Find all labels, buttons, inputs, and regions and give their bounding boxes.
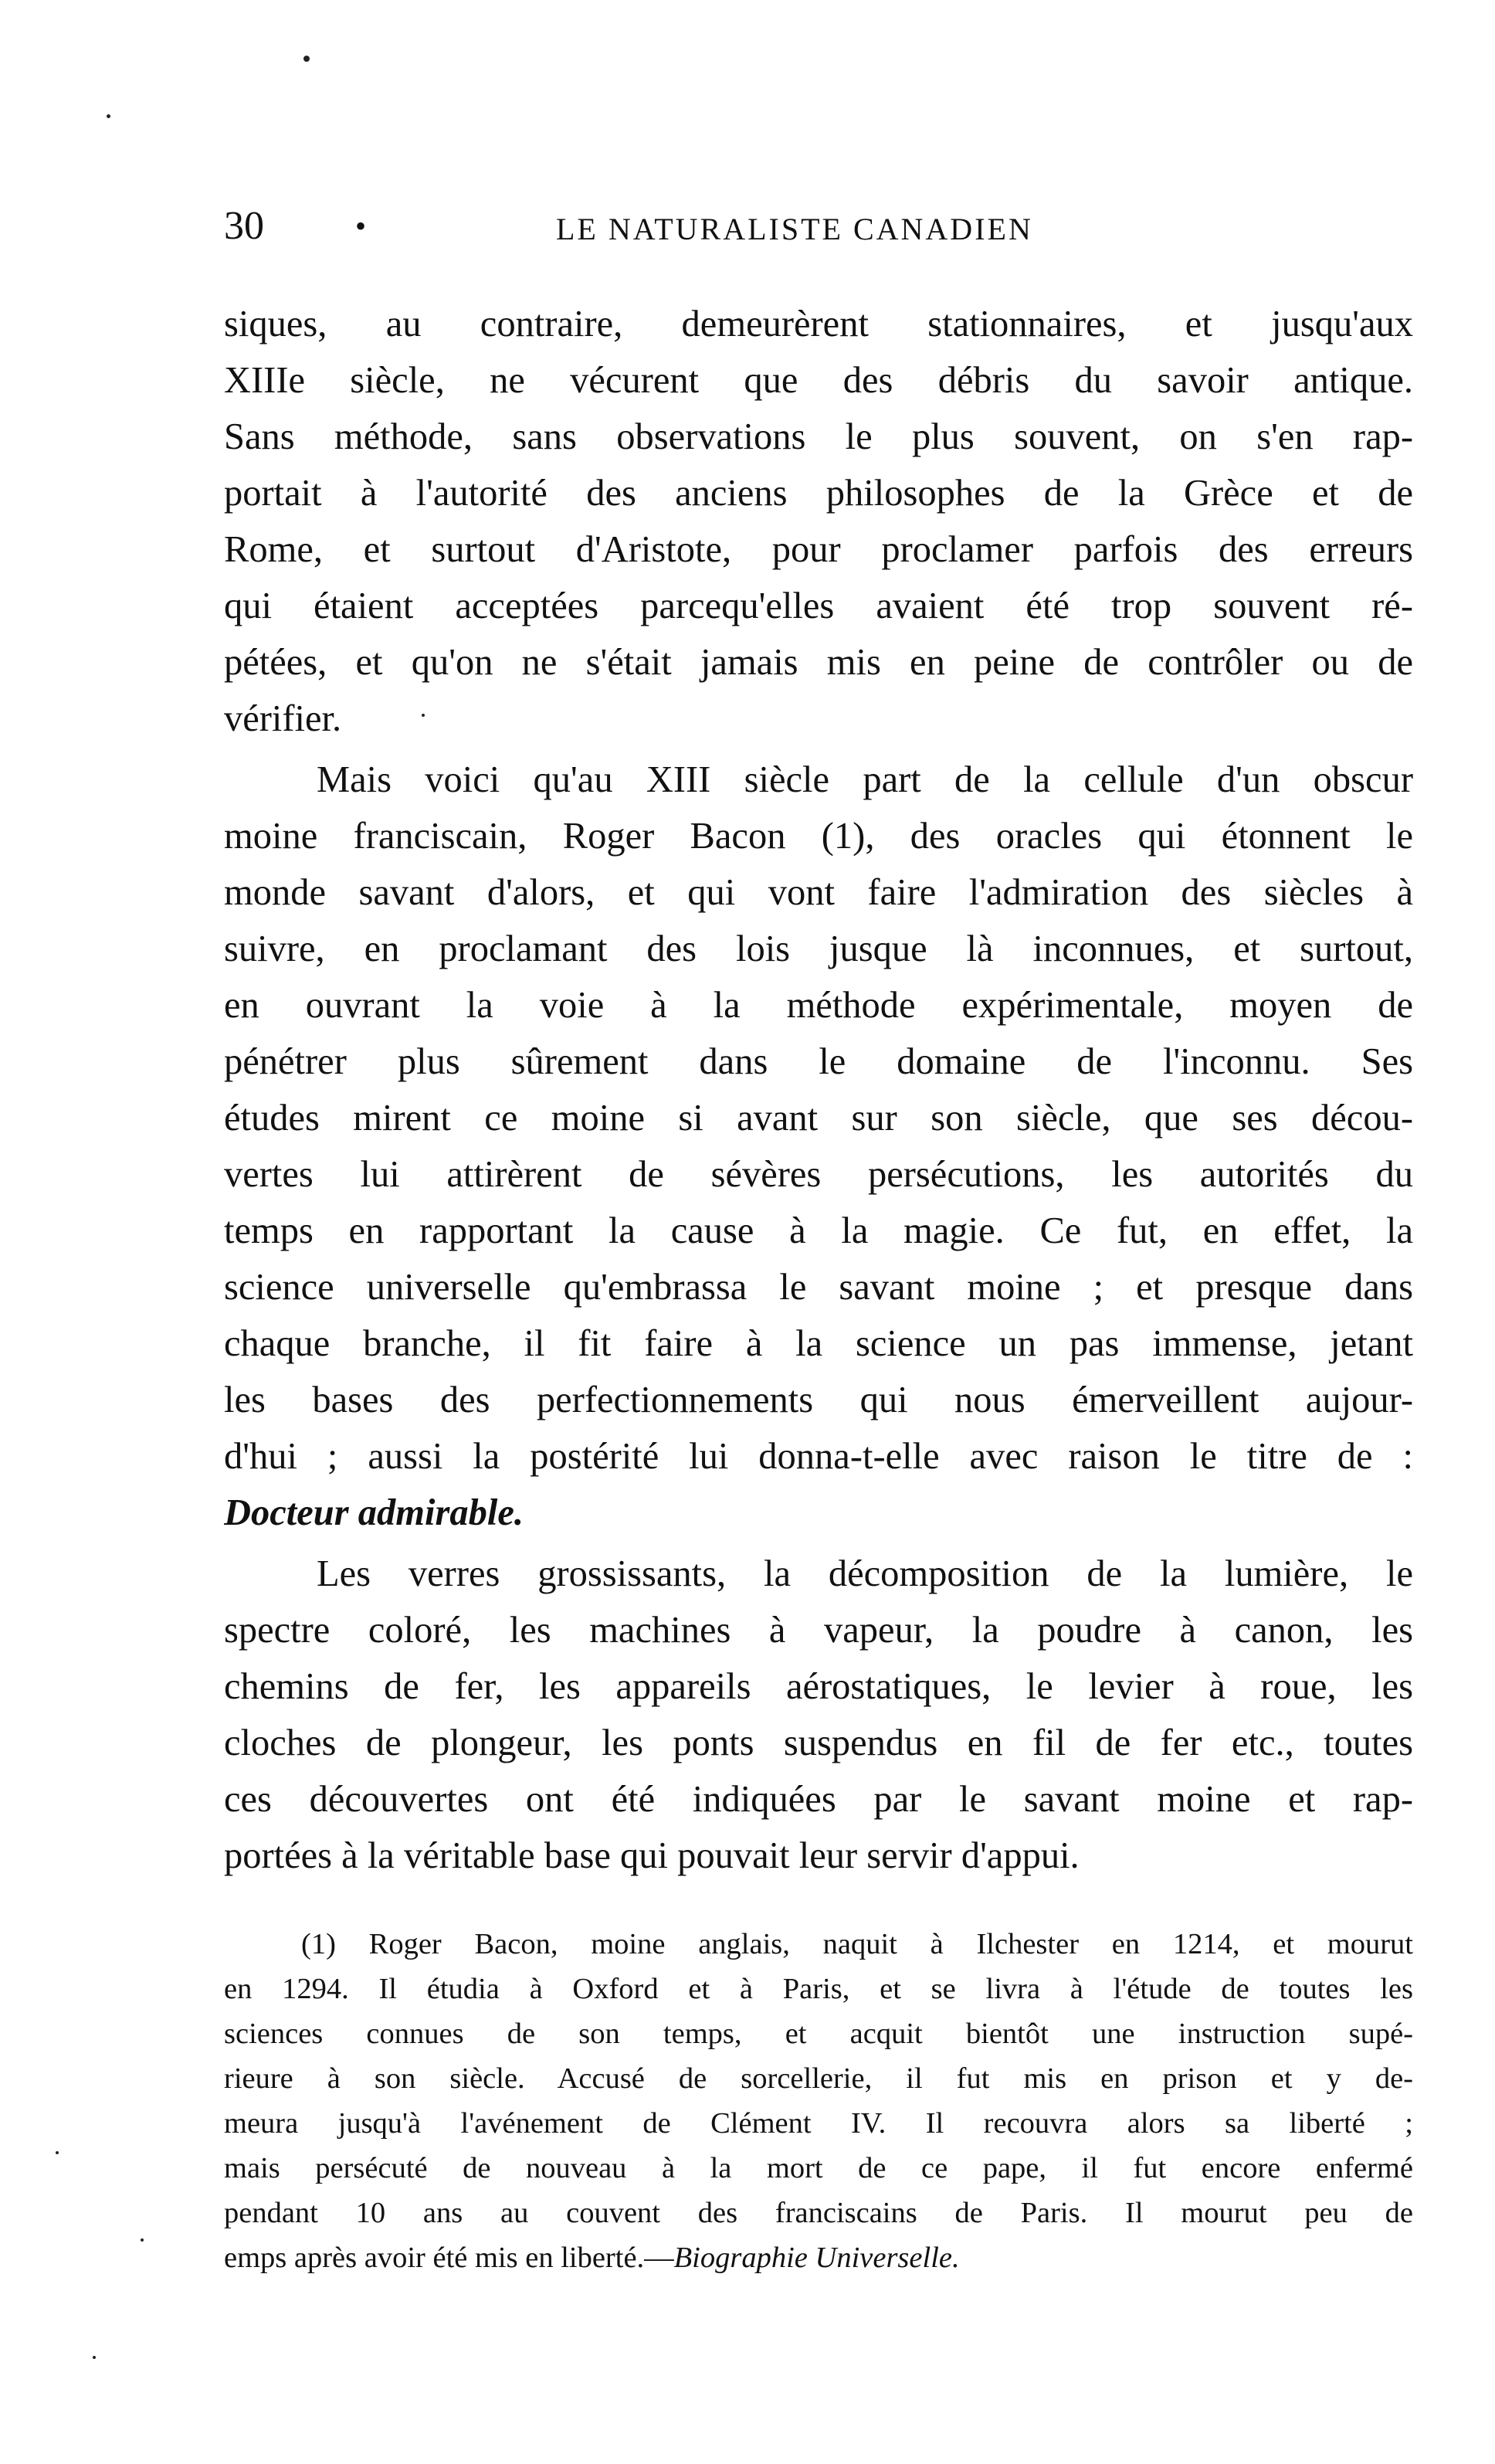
text-line: qui étaient acceptées parcequ'elles avaient été trop souvent ré- xyxy=(224,585,1413,626)
paragraph-3 xyxy=(224,1546,1413,1884)
text-line: spectre coloré, les machines à vapeur, la poudre à canon, les xyxy=(224,1610,1413,1651)
footnote xyxy=(224,1922,1413,2280)
footnote-line: (1) Roger Bacon, moine anglais, naquit à Ilchester en 1214, et mourut xyxy=(301,1928,1413,1960)
text-line: les bases des perfectionnements qui nous émerveillent aujour- xyxy=(224,1380,1413,1420)
text-line xyxy=(224,1485,1413,1541)
footnote-source: Biographie Universelle. xyxy=(673,2242,960,2274)
text-line: d'hui ; aussi la postérité lui donna-t-elle avec raison le titre de : xyxy=(224,1436,1413,1477)
text-line: Rome, et surtout d'Aristote, pour proclamer parfois des erreurs xyxy=(224,529,1413,570)
text-line: siques, au contraire, demeurèrent stationnaires, et jusqu'aux xyxy=(224,304,1413,344)
footnote-line: pendant 10 ans au couvent des franciscains de Paris. Il mourut peu de xyxy=(224,2197,1413,2229)
scan-speck xyxy=(107,114,110,118)
footnote-line: mais persécuté de nouveau à la mort de ce pape, il fut encore enfermé xyxy=(224,2152,1413,2184)
text-line: études mirent ce moine si avant sur son siècle, que ses décou- xyxy=(224,1098,1413,1139)
footnote-line: meura jusqu'à l'avénement de Clément IV. Il recouvra alors sa liberté ; xyxy=(224,2107,1413,2140)
running-header xyxy=(224,199,1413,253)
scan-speck xyxy=(93,2356,96,2359)
running-title: LE NATURALISTE CANADIEN xyxy=(556,212,1033,246)
header-bullet: • xyxy=(355,209,367,243)
text-line: chemins de fer, les appareils aérostatiques, le levier à roue, les xyxy=(224,1666,1413,1707)
footnote-line: en 1294. Il étudia à Oxford et à Paris, et se livra à l'étude de toutes les xyxy=(224,1973,1413,2005)
page-number: 30 xyxy=(224,204,264,248)
footnote-line xyxy=(224,2235,1413,2280)
scan-speck xyxy=(141,2238,144,2242)
body-text xyxy=(224,296,1413,1884)
paragraph-1 xyxy=(224,296,1413,747)
text-line: moine franciscain, Roger Bacon (1), des oracles qui étonnent le xyxy=(224,816,1413,857)
text-line: portées à la véritable base qui pouvait leur servir d'appui. xyxy=(224,1835,1080,1876)
text-line: ces découvertes ont été indiquées par le savant moine et rap- xyxy=(224,1779,1413,1820)
text-line: Les verres grossissants, la décomposition de la lumière, le xyxy=(317,1553,1413,1594)
text-line: portait à l'autorité des anciens philosophes de la Grèce et de xyxy=(224,473,1413,514)
text-line: suivre, en proclamant des lois jusque là inconnues, et surtout, xyxy=(224,928,1413,969)
footnote-line: rieure à son siècle. Accusé de sorcellerie, il fut mis en prison et y de- xyxy=(224,2062,1413,2095)
text-line: pétées, et qu'on ne s'était jamais mis en peine de contrôler ou de xyxy=(224,642,1413,683)
text-line: XIIIe siècle, ne vécurent que des débris du savoir antique. xyxy=(224,360,1413,401)
text-line: pénétrer plus sûrement dans le domaine de l'inconnu. Ses xyxy=(224,1041,1413,1082)
footnote-line: sciences connues de son temps, et acquit bientôt une instruction supé- xyxy=(224,2018,1413,2050)
text-line: temps en rapportant la cause à la magie. Ce fut, en effet, la xyxy=(224,1210,1413,1251)
italic-title: Docteur admirable. xyxy=(224,1492,524,1533)
text-line: chaque branche, il fit faire à la science un pas immense, jetant xyxy=(224,1323,1413,1364)
text-line: monde savant d'alors, et qui vont faire l'admiration des siècles à xyxy=(224,872,1413,913)
text-line: Sans méthode, sans observations le plus souvent, on s'en rap- xyxy=(224,416,1413,457)
scan-speck xyxy=(303,56,310,62)
footnote-last-text: emps après avoir été mis en liberté.— xyxy=(224,2242,674,2274)
text-line: vérifier. xyxy=(224,698,342,739)
paragraph-2 xyxy=(224,752,1413,1541)
text-line: cloches de plongeur, les ponts suspendus en fil de fer etc., toutes xyxy=(224,1722,1413,1763)
text-line: Mais voici qu'au XIII siècle part de la cellule d'un obscur xyxy=(317,759,1413,800)
text-line: en ouvrant la voie à la méthode expérimentale, moyen de xyxy=(224,985,1413,1026)
text-line: vertes lui attirèrent de sévères persécutions, les autorités du xyxy=(224,1154,1413,1195)
scan-speck xyxy=(56,2151,59,2154)
text-line: science universelle qu'embrassa le savant moine ; et presque dans xyxy=(224,1267,1413,1308)
